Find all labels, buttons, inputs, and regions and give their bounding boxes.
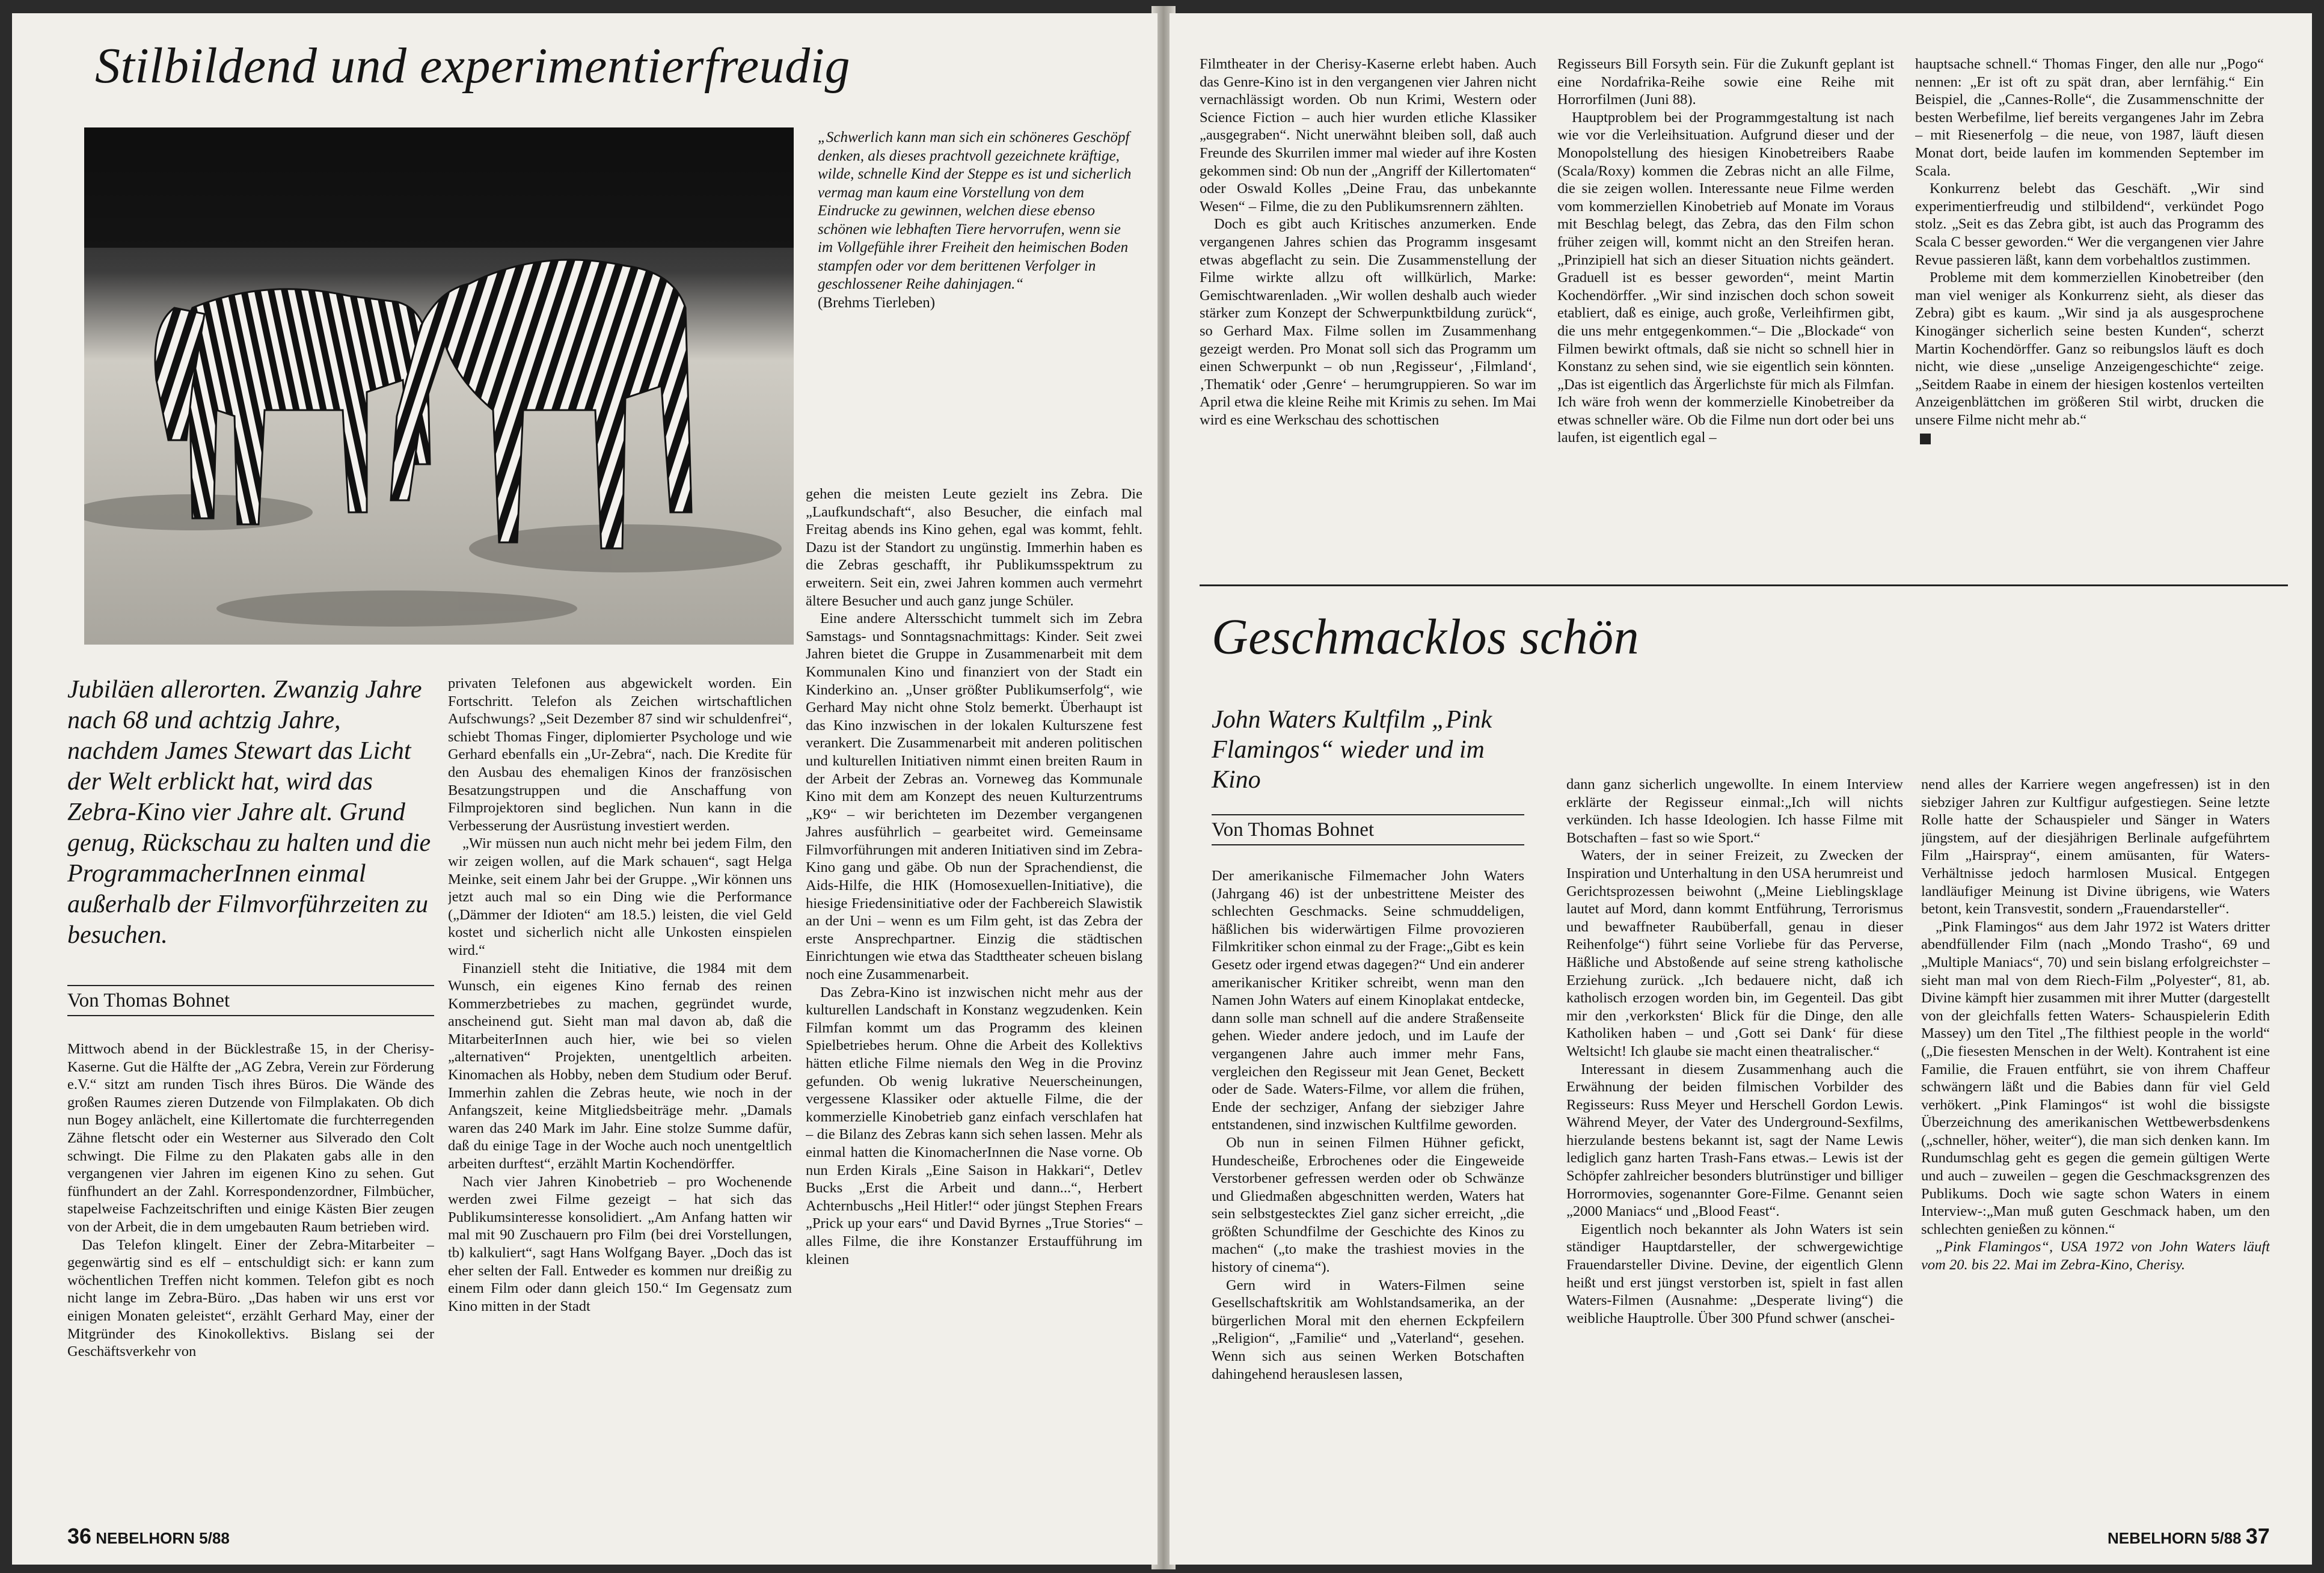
paragraph: Eine andere Altersschicht tummelt sich im Zebra Samstags- und Sonntagsnachmittags: Kinder. Seit zwei Jahren bietet die Gruppe in Zusammenarbeit mit dem Kommunalen Kino und finanziert von der Stadt ein Kinderkino an. „Unser größter Publikumserfolg“, wie Gerhard May nicht ohne Stolz bemerkt. Überhaupt ist das Kino inzwischen in der lokalen Kulturszene fest verankert. Die Zusammenarbeit mit anderen politischen und kulturellen Initiativen nimmt einen breiten Raum in der Arbeit der Zebras an. Vorneweg das Kommunale Kino mit dem am Konzept des neuen Kulturzentrums „K9“ – wir berichteten im Dezember vergangenen Jahres ausführlich – gearbeitet wird. Gemeinsame Filmvorführungen mit anderen Initiativen sind im Zebra-Kino gang und gäbe. Ob nun der Sprachendienst, die Aids-Hilfe, die HIK (Homosexuellen-Initiative), die hiesige Friedensinitiative oder der Fachbereich Slawistik an der Uni – wenn es um Film geht, ist das Zebra der erste Ansprechpartner. Einzig die städtischen Einrichtungen wie etwa das Stadttheater scheuen bislang noch eine Zusammenarbeit. (806, 610, 1142, 983)
second-headline: Geschmacklos schön (1212, 609, 1640, 665)
right-bottom-column-2 (1566, 776, 1903, 1518)
right-top-column-3 (1915, 55, 2264, 578)
magazine-issue: NEBELHORN 5/88 (96, 1529, 230, 1547)
paragraph: Gern wird in Waters-Filmen seine Gesellschaftskritik am Wohlstandsamerika, an der bürgerlichen Moral mit den ehernen Eckpfeilern „Religion“, „Familie“ und „Vaterland“, gesehen. Wenn sich aus seinen Werken Botschaften dahingehend herauslesen lassen, (1212, 1277, 1524, 1382)
paragraph: privaten Telefonen aus abgewickelt worden. Ein Fortschritt. Telefon als Zeichen wirtschaftlichen Aufschwungs? „Seit Dezember 87 sind wir schuldenfrei“, schiebt Thomas Finger, diplomierter Psychologe und wie Gerhard ebenfalls ein „Ur-Zebra“, nach. Die Kredite für den Ausbau des ehemaligen Kinos der französischen Besatzungstruppen und die Anschaffung von Filmprojektoren sind beglichen. Nun kann in die Verbesserung der Ausrüstung investiert werden. (448, 675, 792, 834)
right-page (1170, 13, 2312, 1565)
paragraph: Finanziell steht die Initiative, die 1984 mit dem Wunsch, ein eigenes Kino fernab des reinen Kommerzbetriebes zu machen, gegründet wurde, anscheinend gut. Sieht man mal davon ab, daß die MitarbeiterInnen auch hier, wie bei so vielen „alternativen“ Projekten, unentgeltlich arbeiten. Kinomachen als Hobby, neben dem Studium oder Beruf. Immerhin zahlen die Zebras heute, wie noch in der Anfangszeit, keine Mitgliedsbeiträge mehr. „Damals waren das 240 Mark im Jahr. Eine stolze Summe dafür, daß du einige Tage in der Woche auch noch unentgeltlich arbeiten durftest“, erzählt Martin Kochendörffer. (448, 960, 792, 1173)
paragraph: Eigentlich noch bekannter als John Waters ist sein ständiger Hauptdarsteller, der schwergewichtige Frauendarsteller Divine. Devine, der eigentlich Glenn heißt und erst jüngst verstorben ist, spielt in fast allen Waters-Filmen (Ausnahme: „Desperate living“) die weibliche Hauptrolle. Über 300 Pfund schwer (anschei- (1566, 1221, 1903, 1326)
paragraph: dann ganz sicherlich ungewollte. In einem Interview erklärte der Regisseur einmal:„Ich will nichts verkünden. Ich hasse Ideologien. Ich hasse Filme mit Botschaften – fast so wie Sport.“ (1566, 776, 1903, 846)
left-page (12, 13, 1157, 1565)
paragraph: Mittwoch abend in der Bücklestraße 15, in der Cherisy-Kaserne. Gut die Hälfte der „AG Zebra, Verein zur Förderung e.V.“ sitzt am runden Tisch ihres Büros. Die Wände des großen Raumes zieren Dutzende von Filmplakaten. Ob dich nun Bogey anlächelt, eine Killertomate die furchterregenden Zähne fletscht oder ein Westerner aus Silverado den Colt schwingt. Die Filme zu den Plakaten gabs alle in den vergangenen vier Jahren im eigenen Kino zu sehen. Gut fünfhundert an der Zahl. Korrespondenzordner, Filmbücher, stapelweise Fachzeitschriften und einige Kästen Bier zeugen von der Arbeit, die in dem umgebauten Raum betrieben wird. (67, 1041, 434, 1235)
right-bottom-column-1 (1212, 867, 1524, 1516)
page-number: 37 (2245, 1524, 2270, 1548)
right-folio (2108, 1524, 2270, 1548)
paragraph: Regisseurs Bill Forsyth sein. Für die Zukunft geplant ist eine Nordafrika-Reihe sowie eine Reihe mit Horrorfilmen (Juni 88). (1557, 56, 1894, 108)
paragraph: Waters, der in seiner Freizeit, zu Zwecken der Inspiration und Unterhaltung in den USA herumreist und Gerichtsprozessen beiwohnt („Meine Lieblingsklage lautet auf Mord, dann kommt Entführung, Terrorismus und bewaffneter Raubüberfall, genau in dieser Reihenfolge“) führt seine Vorliebe für das Perverse, Häßliche und Abstoßende auf seine streng katholische Erziehung zurück. „Ich bedauere nicht, daß ich katholisch erzogen worden bin, im Gegenteil. Das gibt mir den ‚verkorksten‘ Blick für die Dinge, den alle Katholiken haben – und ‚Gott sei Dank‘ für diese Weltsicht! Ich glaube sie macht einen theatralischer.“ (1566, 847, 1903, 1059)
article-byline: Von Thomas Bohnet (67, 985, 434, 1016)
paragraph: Interessant in diesem Zusammenhang auch die Erwähnung der beiden filmischen Vorbilder des Regisseurs: Russ Meyer und Herschell Gordon Lewis. Während Meyer, der Vater des Underground-Sexfilms, hierzulande bestens bekannt ist, sagt der Name Lewis lediglich ganz harten Trash-Fans etwas.– Lewis ist der Schöpfer zahlreicher besonders blutrünstiger und billiger Horrormovies, sogenannter Gore-Filme. Genannt seien „2000 Maniacs“ und „Blood Feast“. (1566, 1061, 1903, 1220)
film-credit: „Pink Flamingos“, USA 1972 von John Waters läuft vom 20. bis 22. Mai im Zebra-Kino, Cherisy. (1921, 1239, 2270, 1274)
paragraph: Hauptproblem bei der Programmgestaltung ist nach wie vor die Verleihsituation. Aufgrund dieser und der Monopolstellung des hiesigen Kinobetreibers Raabe (Scala/Roxy) kommen die Zebras nicht an alle Filme, die sie zeigen wollen. Interessante neue Filme werden vom kommerziellen Kinobetrieb auf Monate im Voraus mit Beschlag belegt, das Zebra, das den Film schon früher zeigen will, kommt nicht an den Streifen heran. „Prinzipiell hat sich an dieser Situation nichts geändert. Graduell ist es besser geworden“, meint Martin Kochendörffer. „Wir sind inzischen doch schon soweit etabliert, daß es einige, auch große, Verleihfirmen gibt, die uns mehr entgegenkommen.“– Die „Blockade“ von Filmen bewirkt oftmals, daß sie nicht so schnell hier in Konstanz zu sehen sind, wie sie eigentlich sein könnten. „Das ist eigentlich das Ärgerlichste für mich als Filmfan. Ich wäre froh wenn der kommerzielle Kinobetreiber da etwas schneller wäre. Ob die Filme nun dort oder bei uns laufen, ist eigentlich egal – (1557, 109, 1894, 446)
paragraph: „Wir müssen nun auch nicht mehr bei jedem Film, den wir zeigen wollen, auf die Mark schauen“, sagt Helga Meinke, seit einem Jahr bei der Gruppe. „Wir können uns jetzt auch mal so ein Ding wie die Performance („Dämmer der Idioten“ am 18.5.) leisten, die viel Geld kostet und sicherlich nicht alle Unkosten einspielen wird.“ (448, 835, 792, 958)
paragraph: Doch es gibt auch Kritisches anzumerken. Ende vergangenen Jahres schien das Programm insgesamt etwas abgeflacht zu sein. Die Zusammenstellung der Filme wirkte allzu oft willkürlich, Marke: Gemischtwarenladen. „Wir wollen deshalb auch wieder stärker zum Konzept der Schwerpunktbildung zurück“, so Gerhard Max. Filme sollen im Zusammenhang gezeigt werden. Pro Monat soll sich das Programm um einen Schwerpunkt – ob nun ‚Regisseur‘, ‚Filmland‘, ‚Thematik‘ oder ‚Genre‘ – herumgruppieren. So war im April etwa die kleine Reihe mit Krimis zu sehen. Im Mai wird es eine Werkschau des schottischen (1200, 216, 1536, 428)
paragraph: Das Telefon klingelt. Einer der Zebra-Mitarbeiter – gegenwärtig sind es elf – entschuldigt sich: er kann zum wöchentlichen Treffen nicht kommen. Telefon gibt es noch nicht lange im Zebra-Büro. „Das haben wir uns erst vor einigen Monaten geleistet“, erzählt Gerhard May, einer der Mitgründer des Kinokollektivs. Bislang sei der Geschäftsverkehr von (67, 1236, 434, 1360)
quote-source: (Brehms Tierleben) (818, 294, 936, 311)
paragraph: Konkurrenz belebt das Geschäft. „Wir sind experimentierfreudig und stilbildend“, verkündet Pogo stolz. „Seit es das Zebra gibt, ist auch das Programm des Scala C besser geworden.“ Wer die vergangenen vier Jahre Revue passieren läßt, kann dem vorbehaltlos zustimmen. (1915, 180, 2264, 268)
left-column-2 (448, 675, 792, 1516)
zebra-illustration (84, 127, 794, 645)
paragraph: gehen die meisten Leute gezielt ins Zebra. Die „Laufkundschaft“, also Besucher, die einfach mal Freitag abends ins Kino gehen, egal was kommt, fehlt. Dazu ist der Standort zu ungünstig. Immerhin haben es die Zebras geschafft, ihr Publikumsspektrum zu erweitern. Seit ein, zwei Jahren kommen auch vermehrt ältere Besucher und auch ganz junge Schüler. (806, 486, 1142, 609)
brehm-quote (818, 129, 1136, 312)
paragraph: Das Zebra-Kino ist inzwischen nicht mehr aus der kulturellen Landschaft in Konstanz wegzudenken. Kein Filmfan kommt um das Programm des kleinen Spielbetriebes herum. Ohne die Arbeit des Kollektivs hätten etliche Filme niemals den Weg in die Provinz gefunden. Ob wenig lukrative Neuerscheinungen, vergessene Klassiker oder aktuelle Filme, die der kommerzielle Kinobetrieb ganz einfach verschlafen hat – die Bilanz des Zebras kann sich sehen lassen. Mehr als einmal hatten die KinomacherInnen die Nase vorne. Ob nun Erden Kirals „Eine Saison in Hakkari“, Detlev Bucks „Erst die Arbeit und dann...“, Herbert Achternbuschs „Heil Hitler!“ oder jüngst Stephen Frears „Prick up your ears“ und David Byrnes „True Stories“ – alles Filme, die ihre Konstanzer Erstaufführung im kleinen (806, 984, 1142, 1268)
right-top-column-2 (1557, 55, 1894, 578)
paragraph: Probleme mit dem kommerziellen Kinobetreiber (den man viel weniger als Konkurrenz sieht, als dieser das Zebra) gibt es kaum. „Wir sind ja als ausgesprochene Kinogänger sicherlich seine besten Kunden“, scherzt Martin Kochendörffer. Ganz so reibungslos läuft es doch nicht, wie diese „unselige Anzeigengeschichte“ zeige. „Seitdem Raabe in einem der hiesigen kostenlos verteilten Anzeigenblättchen im größeren Stil wirbt, drucken die unsere Filme nicht mehr ab.“ (1915, 269, 2264, 428)
article-headline: Stilbildend und experimentierfreudig (95, 38, 850, 94)
paragraph: Ob nun in seinen Filmen Hühner gefickt, Hundescheiße, Erbrochenes oder die Eingeweide Verstorbener gefressen werden oder ob Schwänze und Gliedmaßen abgeschnitten werden, Waters hat sein selbstgestecktes Ziel ganz sicher erreicht, „die größten Schundfilme der Geschichte des Kinos zu machen“ („to make the trashiest movies in the history of cinema“). (1212, 1134, 1524, 1276)
paragraph: hauptsache schnell.“ Thomas Finger, den alle nur „Pogo“ nennen: „Er ist oft zu spät dran, aber lernfähig.“ Ein Beispiel, die „Cannes-Rolle“, die Zusammenschnitte der besten Werbefilme, lief bereits vergangenes Jahr im Zebra – mit Riesenerfolg – die neue, von 1987, läuft diesen Monat dort, beide laufen im kommenden September im Scala. (1915, 56, 2264, 179)
left-folio (67, 1524, 230, 1548)
left-column-1 (67, 1040, 434, 1515)
left-column-3 (806, 485, 1142, 1516)
right-bottom-column-3 (1921, 776, 2270, 1485)
page-number: 36 (67, 1524, 92, 1548)
paragraph: nend alles der Karriere wegen angefressen) ist in den siebziger Jahren zur Kultfigur aufgestiegen. Seine letzte Rolle hatte der Schauspieler und Sänger in Waters jüngstem, auf der diesjährigen Berlinale aufgeführtem Film „Hairspray“, einem amüsanten, für Waters-Verhältnisse jedoch harmlosen Musical. Entgegen landläufiger Meinung ist Divine übrigens, wie Waters betont, kein Transvestit, sondern „Frauendarsteller“. (1921, 776, 2270, 918)
paragraph: Nach vier Jahren Kinobetrieb – pro Wochenende werden zwei Filme gezeigt – hat sich das Publikumsinteresse konsolidiert. „Am Anfang hatten wir mal mit 90 Zuschauern pro Film (bei drei Vorstellungen, tb) kalkuliert“, sagt Hans Wolfgang Bayer. „Doch das ist eher selten der Fall. Entweder es kommen nur dreißig zu einem Film oder dann gleich 150.“ Im Gegensatz zum Kino mitten in der Stadt (448, 1173, 792, 1314)
quote-text: „Schwerlich kann man sich ein schöneres Geschöpf denken, als dieses prachtvoll gezeichnete kräftige, wilde, schnelle Kind der Steppe es ist und sicherlich vermag man kaum eine Vorstellung von dem Eindrucke zu gewinnen, welchen diese ebenso schönen wie lebhaften Tiere hervorrufen, wenn sie im Vollgefühle ihrer Freiheit den heimischen Boden stampfen oder vor dem berittenen Verfolger in geschlossener Reihe dahinjagen.“ (818, 129, 1132, 292)
zebras-photo (84, 127, 794, 645)
second-subhead: John Waters Kultfilm „Pink Flamingos“ wieder und im Kino (1212, 706, 1492, 794)
right-top-column-1 (1200, 55, 1536, 578)
paragraph: Der amerikanische Filmemacher John Waters (Jahrgang 46) ist der unbestrittene Meister des schlechten Geschmacks. Seine schmuddeligen, häßlichen bis widerwärtigen Filme provozieren Filmkritiker schon einmal zu der Frage:„Gibt es kein Gesetz oder irgend etwas dagegen?“ Und ein anderer amerikanischer Kritiker schreibt, wenn man den Namen John Waters auf einem Kinoplakat entdecke, dann solle man schnell auf die andere Straßenseite gehen. Wieder andere jedoch, und im Laufe der vergangenen Jahre auch immer mehr Fans, vergleichen den Regisseur mit Jean Genet, Beckett oder de Sade. Waters-Filme, vor allem die frühen, Ende der sechziger, Anfang der siebziger Jahre entstandenen, sind inzwischen Kultfilme geworden. (1212, 868, 1524, 1133)
magazine-issue: NEBELHORN 5/88 (2108, 1529, 2242, 1547)
end-of-article-mark (1920, 434, 1931, 444)
article-divider (1200, 584, 2288, 586)
second-byline: Von Thomas Bohnet (1212, 814, 1524, 845)
paragraph: Filmtheater in der Cherisy-Kaserne erlebt haben. Auch das Genre-Kino ist in den vergangenen vier Jahren nicht vernachlässigt worden. Ob nun Krimi, Western oder Science Fiction – auch hier wurden etliche Klassiker „ausgegraben“. Nicht unerwähnt bleiben soll, daß auch Freunde des Skurrilen immer mal wieder auf ihre Kosten gekommen sind: Ob nun der „Angriff der Killertomaten“ oder Oswald Kolles „Deine Frau, das unbekannte Wesen“ – Filme, die zu den Publikumsrennern zählten. (1200, 56, 1536, 215)
article-lead: Jubiläen allerorten. Zwanzig Jahre nach 68 und achtzig Jahre, nachdem James Stewart das Licht der Welt erblickt hat, wird das Zebra-Kino vier Jahre alt. Grund genug, Rückschau zu halten und die ProgrammacherInnen einmal außerhalb der Filmvorführzeiten zu besuchen. (67, 676, 431, 949)
paragraph: „Pink Flamingos“ aus dem Jahr 1972 ist Waters dritter abendfüllender Film (nach „Mondo Trasho“, 69 und „Multiple Maniacs“, 70) und sein bislang erfolgreichster – sieht man mal von dem Riech-Film „Polyester“, 81, ab. Divine kämpft hier zusammen mit ihrer Mutter (dargestellt von der gleichfalls fetten Waters- Schauspielerin Edith Massey) um den Titel „The filthiest people in the world“ („Die fiesesten Menschen in der Welt). Kontrahent ist eine Familie, die Frauen entführt, sie von ihrem Chaffeur schwängern läßt und die Babies dann für viel Geld verhökert. „Pink Flamingos“ ist wohl die bissigste Überzeichnung des amerikanischen Wettbewerbsdenkens („schneller, höher, weiter“), die man sich denken kann. Im Rundumschlag geht es gegen die gemein gültigen Werte und auch – zuweilen – gegen die Geschmacksgrenzen des Publikums. Doch wie sagte schon Waters in einem Interview-:„Man muß guten Geschmack haben, um den schlechten genießen zu können.“ (1921, 918, 2270, 1237)
